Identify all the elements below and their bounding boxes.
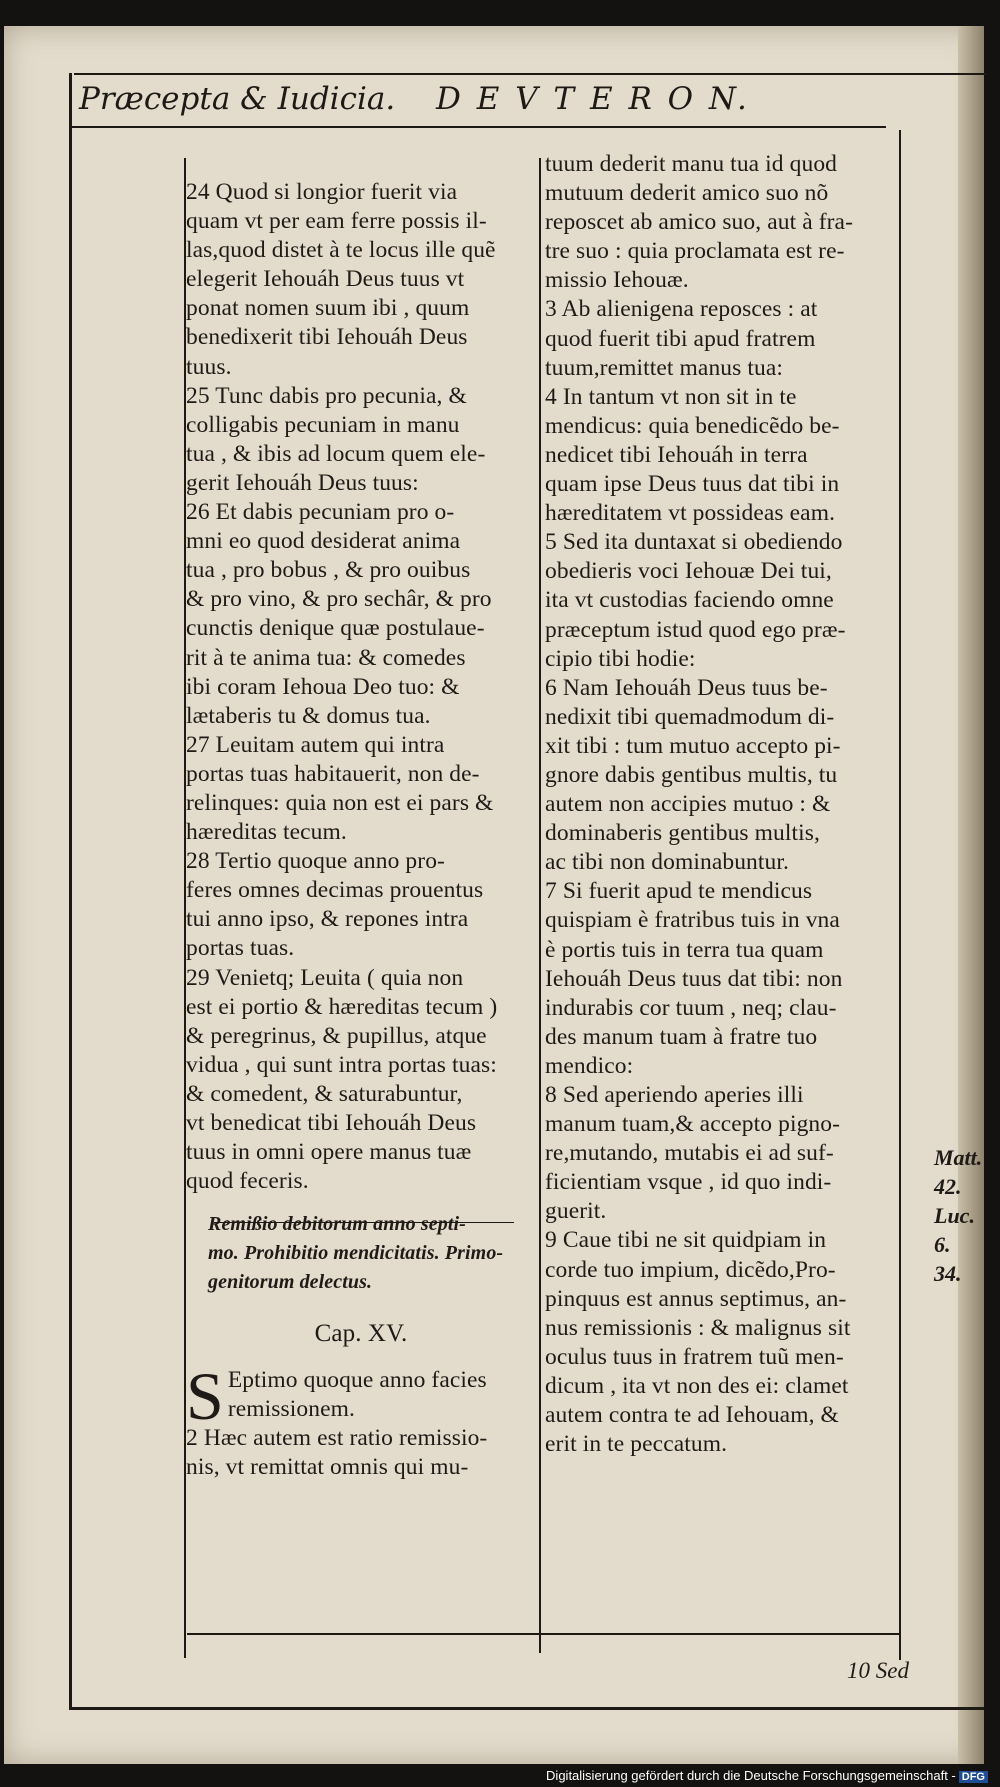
text-bottom-rule [187,1633,899,1635]
text-line: tuum dederit manu tua id quod [545,151,838,177]
text-line: mutuum dederit amico suo nõ [545,180,829,207]
left-column [186,178,536,1482]
text-line: hæreditatem vt possideas eam. [545,500,836,527]
chapter-opening [186,1357,536,1482]
text-line: ibi coram Iehoua Deo tuo: & [186,673,460,700]
header-underline [72,126,886,128]
text-line: præceptum istud quod ego præ- [545,616,846,643]
text-line: 25 Tunc dabis pro pecunia, & [186,382,467,409]
text-line: ficientiam vsque , id quo indi- [545,1169,832,1196]
text-line: portas tuas habitauerit, non de- [186,760,480,787]
right-column [545,150,897,1459]
text-line: & pro vino, & pro sechâr, & pro [186,586,492,613]
summary-line: Remißio debitorum anno septi- [208,1213,466,1236]
summary-line: genitorum delectus. [208,1271,373,1294]
text-line: hæreditas tecum. [186,819,347,846]
text-line: relinques: quia non est ei pars & [186,789,494,816]
text-line: obedieris voci Iehouæ Dei tui, [545,558,832,585]
text-line: guerit. [545,1198,607,1225]
text-line: missio Iehouæ. [545,267,689,294]
text-line: 28 Tertio quoque anno pro- [186,848,445,875]
text-line: des manum tuam à fratre tuo [545,1023,818,1050]
text-line: tuus in omni opere manus tuæ [186,1139,472,1166]
digitization-credit [546,1768,988,1783]
text-line: feres omnes decimas prouentus [186,877,484,904]
margin-note-line: Matt. [934,1145,983,1170]
chapter-line: nis, vt remittat omnis qui mu- [186,1453,469,1480]
inner-right-rule [899,130,901,1660]
catchword: 10 Sed [847,1658,909,1683]
text-line: 3 Ab alienigena reposces : at [545,296,818,323]
credit-text: Digitalisierung gefördert durch die Deutsche Forschungsgemeinschaft - [546,1768,956,1783]
top-frame-rule [74,73,986,75]
drop-cap: S [186,1357,224,1434]
text-line: rit à te anima tua: & comedes [186,644,466,671]
chapter-line: Eptimo quoque anno facies [227,1366,487,1393]
text-line: 5 Sed ita duntaxat si obediendo [545,529,843,556]
text-line: benedixerit tibi Iehouáh Deus [186,324,468,351]
text-line: 7 Si fuerit apud te mendicus [545,878,813,905]
text-line: cipio tibi hodie: [545,645,696,672]
margin-note [934,1143,984,1288]
text-line: lætaberis tu & domus tua. [186,702,431,729]
text-line: corde tuo impium, dicẽdo,Pro- [545,1256,836,1283]
text-line: dicum , ita vt non des ei: clamet [545,1372,849,1399]
text-line: autem contra te ad Iehouam, & [545,1402,839,1429]
text-line: 4 In tantum vt non sit in te [545,383,797,410]
book-page [4,26,984,1764]
margin-note-line: 42. [934,1174,962,1199]
text-line: 26 Et dabis pecuniam pro o- [186,499,455,526]
text-line: & comedent, & saturabuntur, [186,1080,463,1107]
text-line: 6 Nam Iehouáh Deus tuus be- [545,674,828,701]
text-line: est ei portio & hæreditas tecum ) [186,993,498,1020]
running-header-title: D E V T E R O N. [436,81,750,117]
text-line: autem non accipies mutuo : & [545,791,831,818]
text-line: elegerit Iehouáh Deus tuus vt [186,266,465,293]
column-divider [539,158,541,1653]
summary-line: mo. Prohibitio mendicitatis. Primo- [208,1242,504,1265]
page-edge [958,26,984,1764]
text-line: manum tuam,& accepto pigno- [545,1111,841,1138]
text-line: tua , pro bobus , & pro ouibus [186,557,471,584]
chapter-heading: Cap. XV. [314,1319,408,1347]
text-line: xit tibi : tum mutuo accepto pi- [545,732,841,759]
text-line: 8 Sed aperiendo aperies illi [545,1082,804,1108]
text-line: 24 Quod si longior fuerit via [186,179,458,205]
text-line: dominaberis gentibus multis, [545,820,820,847]
text-line: tuum,remittet manus tua: [545,354,784,381]
text-line: mendico: [545,1052,634,1079]
text-line: vt benedicat tibi Iehouáh Deus [186,1110,477,1136]
text-line: mendicus: quia benedicẽdo be- [545,412,840,439]
text-line: quam vt per eam ferre possis il- [186,208,487,235]
text-line: tua , & ibis ad locum quem ele- [186,440,486,467]
text-line: reposcet ab amico suo, aut à fra- [545,209,854,236]
bottom-frame-rule [69,1707,984,1710]
chapter-line: 2 Hæc autem est ratio remissio- [186,1424,488,1451]
text-line: quod fuerit tibi apud fratrem [545,325,816,352]
text-line: quam ipse Deus tuus dat tibi in [545,471,840,498]
text-line: ac tibi non dominabuntur. [545,849,789,876]
text-line: nedixit tibi quemadmodum di- [545,703,835,730]
text-line: quod feceris. [186,1168,309,1195]
running-header-left: Præcepta & Iudicia. [79,81,396,117]
text-line: nedicet tibi Iehouáh in terra [545,441,808,468]
text-line: portas tuas. [186,935,295,962]
text-line: nus remissionis : & malignus sit [545,1314,851,1341]
text-line: vidua , qui sunt intra portas tuas: [186,1051,497,1078]
text-line: gnore dabis gentibus multis, tu [545,761,838,788]
text-line: indurabis cor tuum , neq; clau- [545,994,837,1021]
text-line: mni eo quod desiderat anima [186,528,461,555]
margin-note-line: 34. [934,1261,962,1286]
chapter-summary [186,1210,536,1297]
text-line: 29 Venietq; Leuita ( quia non [186,964,464,991]
left-frame-rule [69,73,72,1709]
text-line: è portis tuis in terra tua quam [545,936,824,963]
text-line: & peregrinus, & pupillus, atque [186,1022,487,1049]
text-line: re,mutando, mutabis ei ad suf- [545,1140,834,1167]
text-line: Iehouáh Deus tuus dat tibi: non [545,965,843,992]
text-line: tuus. [186,353,232,380]
text-line: 9 Caue tibi ne sit quidpiam in [545,1227,827,1254]
text-line: pinquus est annus septimus, an- [545,1285,847,1312]
text-line: 27 Leuitam autem qui intra [186,731,445,758]
text-line: tre suo : quia proclamata est re- [545,238,845,265]
chapter-line: remissionem. [227,1395,355,1422]
dfg-logo: DFG [959,1771,988,1783]
text-line: cunctis denique quæ postulaue- [186,615,485,642]
text-line: colligabis pecuniam in manu [186,411,460,438]
text-line: quispiam è fratribus tuis in vna [545,907,840,934]
margin-note-line: Luc. 6. [934,1203,975,1257]
text-line: ita vt custodias faciendo omne [545,587,834,614]
text-line: las,quod distet à te locus ille quẽ [186,237,496,264]
text-line: gerit Iehouáh Deus tuus: [186,469,419,496]
text-line: erit in te peccatum. [545,1431,728,1458]
text-line: tui anno ipso, & repones intra [186,906,469,933]
text-line: oculus tuus in fratrem tuũ men- [545,1343,844,1370]
text-line: ponat nomen suum ibi , quum [186,295,470,322]
